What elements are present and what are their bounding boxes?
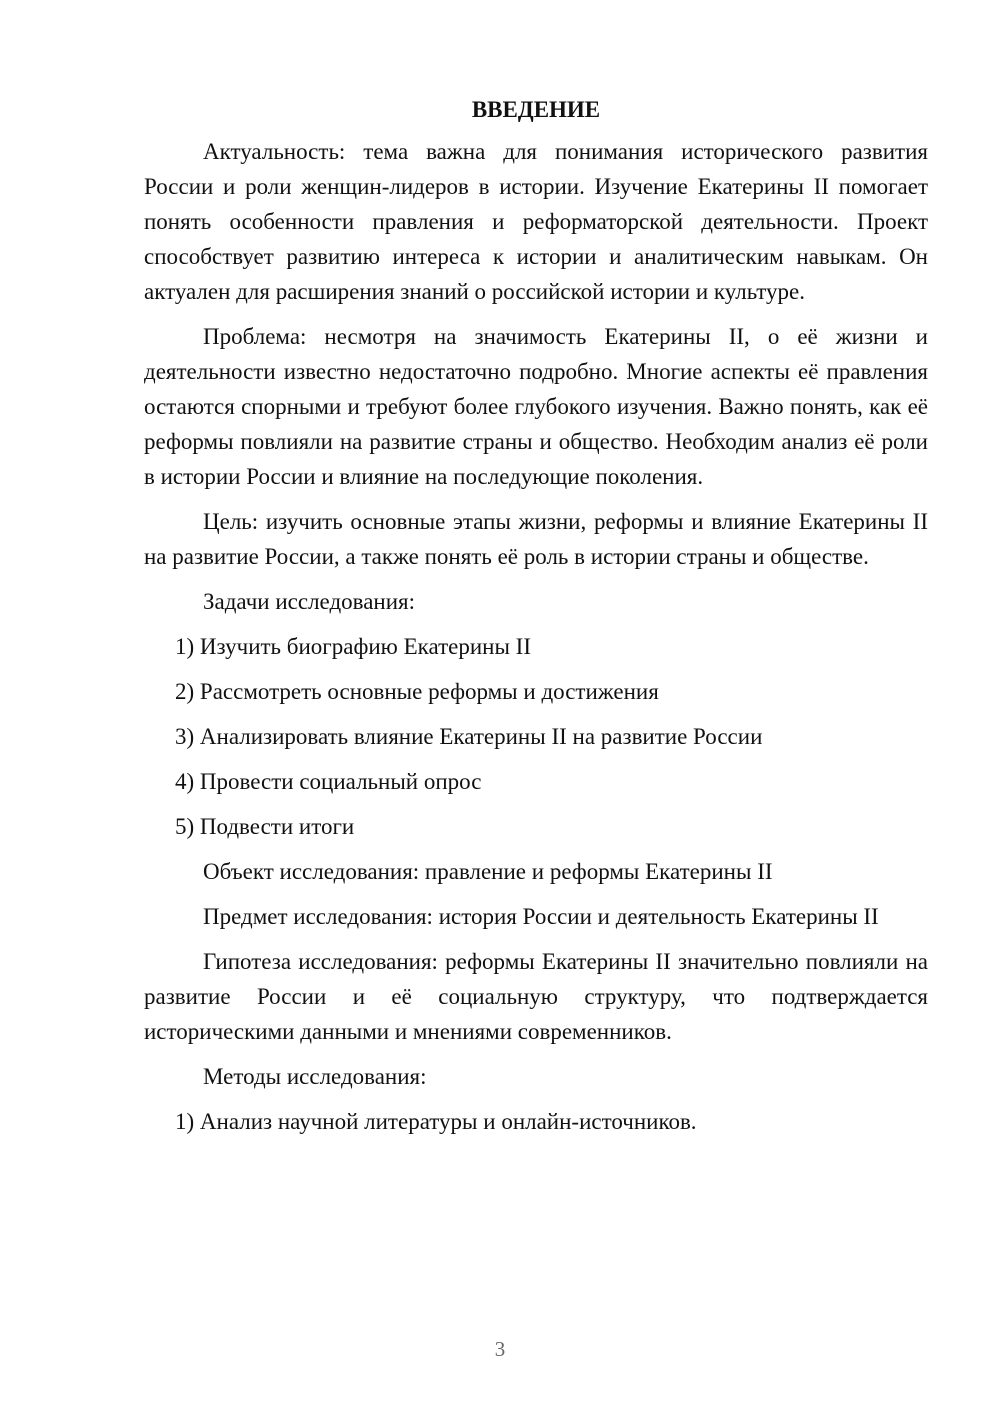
task-item: 2) Рассмотреть основные реформы и достижения (175, 679, 659, 704)
object-line: Объект исследования: правление и реформы Екатерины II (203, 859, 773, 884)
goal-paragraph: Цель: изучить основные этапы жизни, реформы и влияние Екатерины II на развитие России, а также понять её роль в истории страны и обществе. (144, 509, 928, 569)
tasks-heading: Задачи исследования: (203, 589, 416, 614)
relevance-paragraph: Актуальность: тема важна для понимания исторического развития России и роли женщин-лидеров в истории. Изучение Екатерины II помогает понять особенности правления и реформаторской деятельности. Проект способствует развитию интереса к истории и аналитическим навыкам. Он актуален для расширения знаний о российской истории и культуре. (144, 139, 928, 304)
task-item: 1) Изучить биографию Екатерины II (175, 634, 531, 659)
page-content (144, 92, 928, 1149)
method-item: 1) Анализ научной литературы и онлайн-источников. (175, 1109, 697, 1134)
page-title: ВВЕДЕНИЕ (471, 97, 601, 122)
methods-heading: Методы исследования: (203, 1064, 427, 1089)
page-number: 3 (494, 1337, 506, 1361)
task-item: 3) Анализировать влияние Екатерины II на развитие России (175, 724, 763, 749)
problem-paragraph: Проблема: несмотря на значимость Екатерины II, о её жизни и деятельности известно недостаточно подробно. Многие аспекты её правления остаются спорными и требуют более глубокого изучения. Важно понять, как её реформы повлияли на развитие страны и общество. Необходим анализ её роли в истории России и влияние на последующие поколения. (144, 324, 928, 489)
task-item: 5) Подвести итоги (175, 814, 355, 839)
task-item: 4) Провести социальный опрос (175, 769, 482, 794)
subject-paragraph: Предмет исследования: история России и деятельность Екатерины II (203, 904, 879, 929)
hypothesis-paragraph: Гипотеза исследования: реформы Екатерины II значительно повлияли на развитие России и её социальную структуру, что подтверждается историческими данными и мнениями современников. (144, 949, 928, 1044)
